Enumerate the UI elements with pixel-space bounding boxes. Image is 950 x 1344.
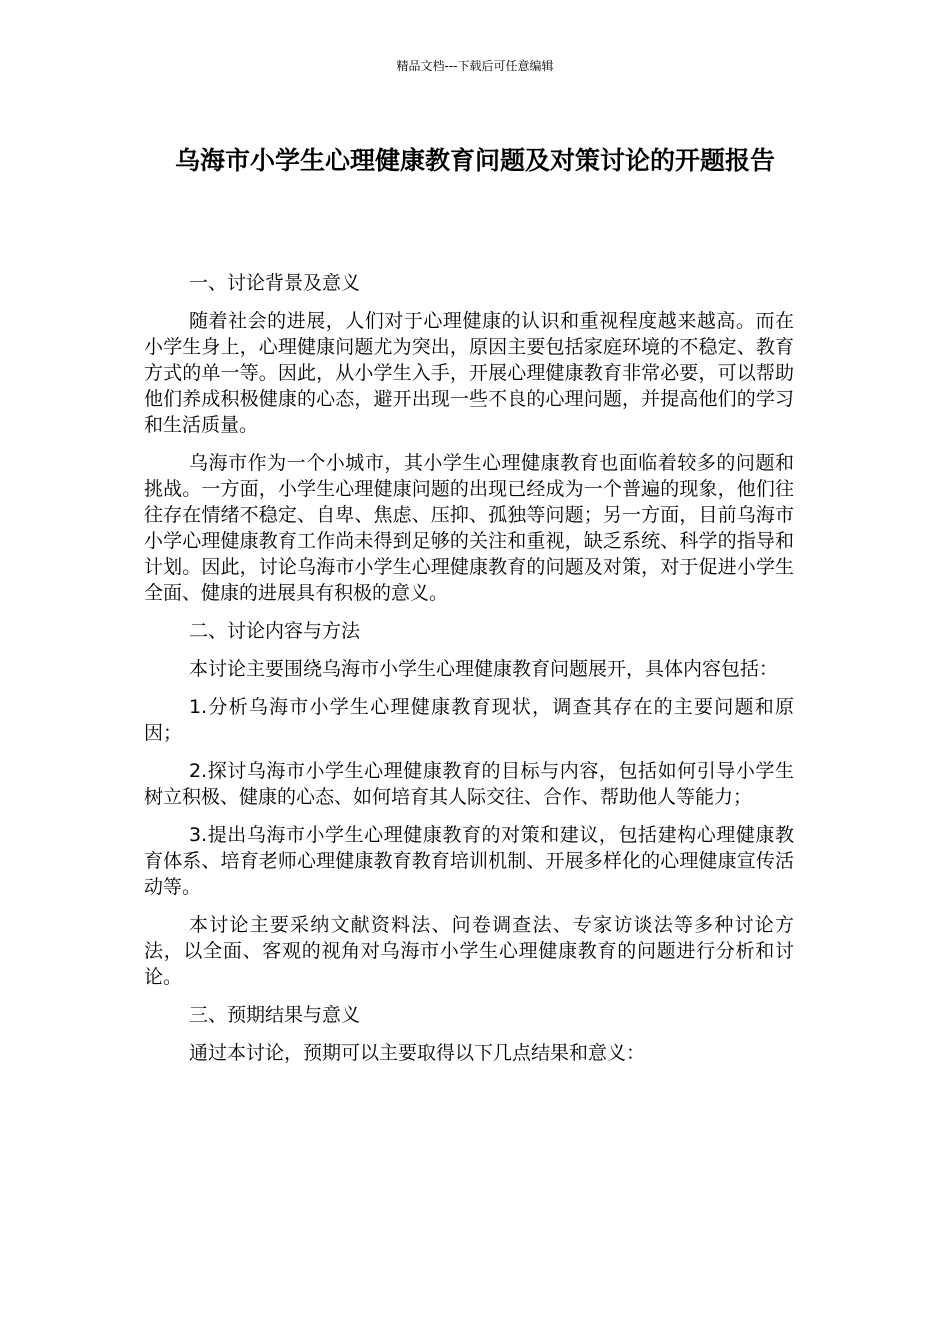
paragraph-expected-intro: 通过本讨论，预期可以主要取得以下几点结果和意义： [189,1042,646,1064]
list-item-2: 2.探讨乌海市小学生心理健康教育的目标与内容，包括如何引导小学生树立积极、健康的心态、如何培育其人际交往、合作、帮助他人等能力； [144,760,794,808]
document-title: 乌海市小学生心理健康教育问题及对策讨论的开题报告 [174,146,775,175]
paragraph-content-intro: 本讨论主要围绕乌海市小学生心理健康教育问题展开，具体内容包括： [189,658,779,680]
paragraph-method: 本讨论主要采纳文献资料法、问卷调查法、专家访谈法等多种讨论方法，以全面、客观的视角对乌海市小学生心理健康教育的问题进行分析和讨论。 [144,914,794,988]
list-item-3: 3.提出乌海市小学生心理健康教育的对策和建议，包括建构心理健康教育体系、培育老师心理健康教育教育培训机制、开展多样化的心理健康宣传活动等。 [144,824,794,898]
section-heading-background: 一、讨论背景及意义 [189,272,361,294]
section-heading-content-method: 二、讨论内容与方法 [189,620,361,642]
document-body [144,270,794,1078]
paragraph-background-1: 随着社会的进展，人们对于心理健康的认识和重视程度越来越高。而在小学生身上，心理健康问题尤为突出，原因主要包括家庭环境的不稳定、教育方式的单一等。因此，从小学生入手，开展心理健康教育非常必要，可以帮助他们养成积极健康的心态，避开出现一些不良的心理问题，并提高他们的学习和生活质量。 [144,310,794,436]
paragraph-background-2: 乌海市作为一个小城市，其小学生心理健康教育也面临着较多的问题和挑战。一方面，小学生心理健康问题的出现已经成为一个普遍的现象，他们往往存在情绪不稳定、自卑、焦虑、压抑、孤独等问题；另一方面，目前乌海市小学心理健康教育工作尚未得到足够的关注和重视，缺乏系统、科学的指导和计划。因此，讨论乌海市小学生心理健康教育的问题及对策，对于促进小学生全面、健康的进展具有积极的意义。 [144,452,794,604]
header-note: 精品文档---下载后可任意编辑 [396,59,554,73]
section-heading-expected-results: 三、预期结果与意义 [189,1004,361,1026]
list-item-1: 1.分析乌海市小学生心理健康教育现状，调查其存在的主要问题和原因； [144,696,794,744]
